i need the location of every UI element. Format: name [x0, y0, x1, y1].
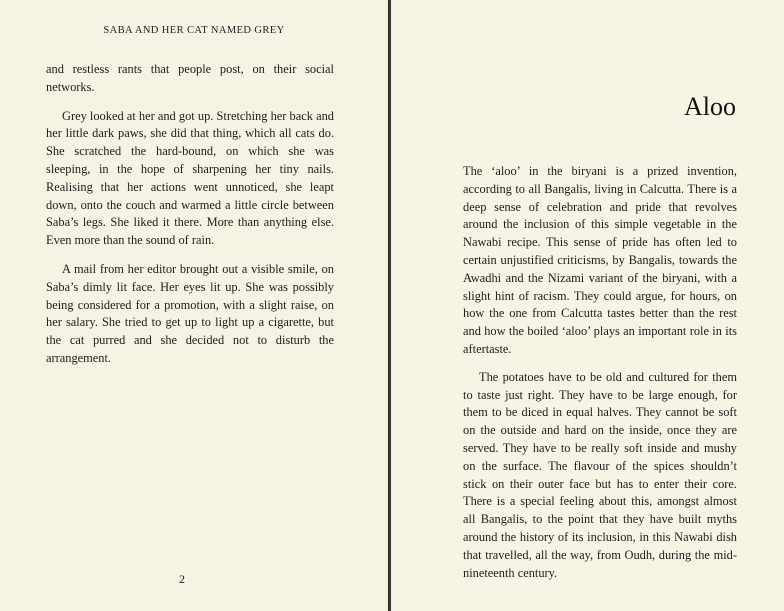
page-number: 2 — [179, 572, 185, 586]
paragraph: The ‘aloo’ in the biryani is a prized invention, according to all Bangalis, living in Calcutta. There is a deep sense of celebration and pride that revolves around the inclusion of this simple vegetable in the Nawabi recipe. This sense of pride has often led to certain unjustified criticisms, by Bangalis, towards the Awadhi and the Nizami variant of the biryani, with a slight hint of racism. They could argue, for hours, on how the one from Calcutta tastes better than the rest and how the boiled ‘aloo’ plays an important role in its aftertaste. — [463, 164, 737, 356]
left-page — [0, 0, 390, 611]
right-text-block — [463, 163, 737, 592]
chapter-title: Aloo — [684, 92, 736, 121]
paragraph: A mail from her editor brought out a visible smile, on Saba’s dimly lit face. Her eyes lit up. She was possibly being considered for a promotion, with a slight raise, on her salary. She tried to get up to light up a cigarette, but the cat purred and she decided not to disturb the arrangement. — [46, 261, 334, 365]
running-head: SABA AND HER CAT NAMED GREY — [103, 25, 285, 36]
paragraph: and restless rants that people post, on their social networks. — [46, 62, 334, 94]
right-page — [391, 0, 784, 611]
left-text-block — [46, 61, 334, 379]
paragraph: Grey looked at her and got up. Stretching her back and her little dark paws, she did that thing, which all cats do. She scratched the hard-bound, on which she was sleeping, in the hope of sharpening her tiny nails. Realising that her actions went unnoticed, she leapt down, onto the couch and warmed a little circle between Saba’s legs. She liked it there. More than anything else. Even more than the sound of rain. — [46, 108, 334, 248]
paragraph: The potatoes have to be old and cultured for them to taste just right. They have to be large enough, for them to be diced in equal halves. They cannot be soft on the outside and hard on the inside, once they are served. They have to be really soft inside and mushy on the surface. The flavour of the spices shouldn’t stick on their outer face but has to enter their core. There is a special feeling about this, amongst almost all Bangalis, to the point that they have built myths around the history of its inclusion, in this Nawabi dish that travelled, all the way, from Oudh, during the mid-nineteenth century. — [463, 369, 737, 580]
